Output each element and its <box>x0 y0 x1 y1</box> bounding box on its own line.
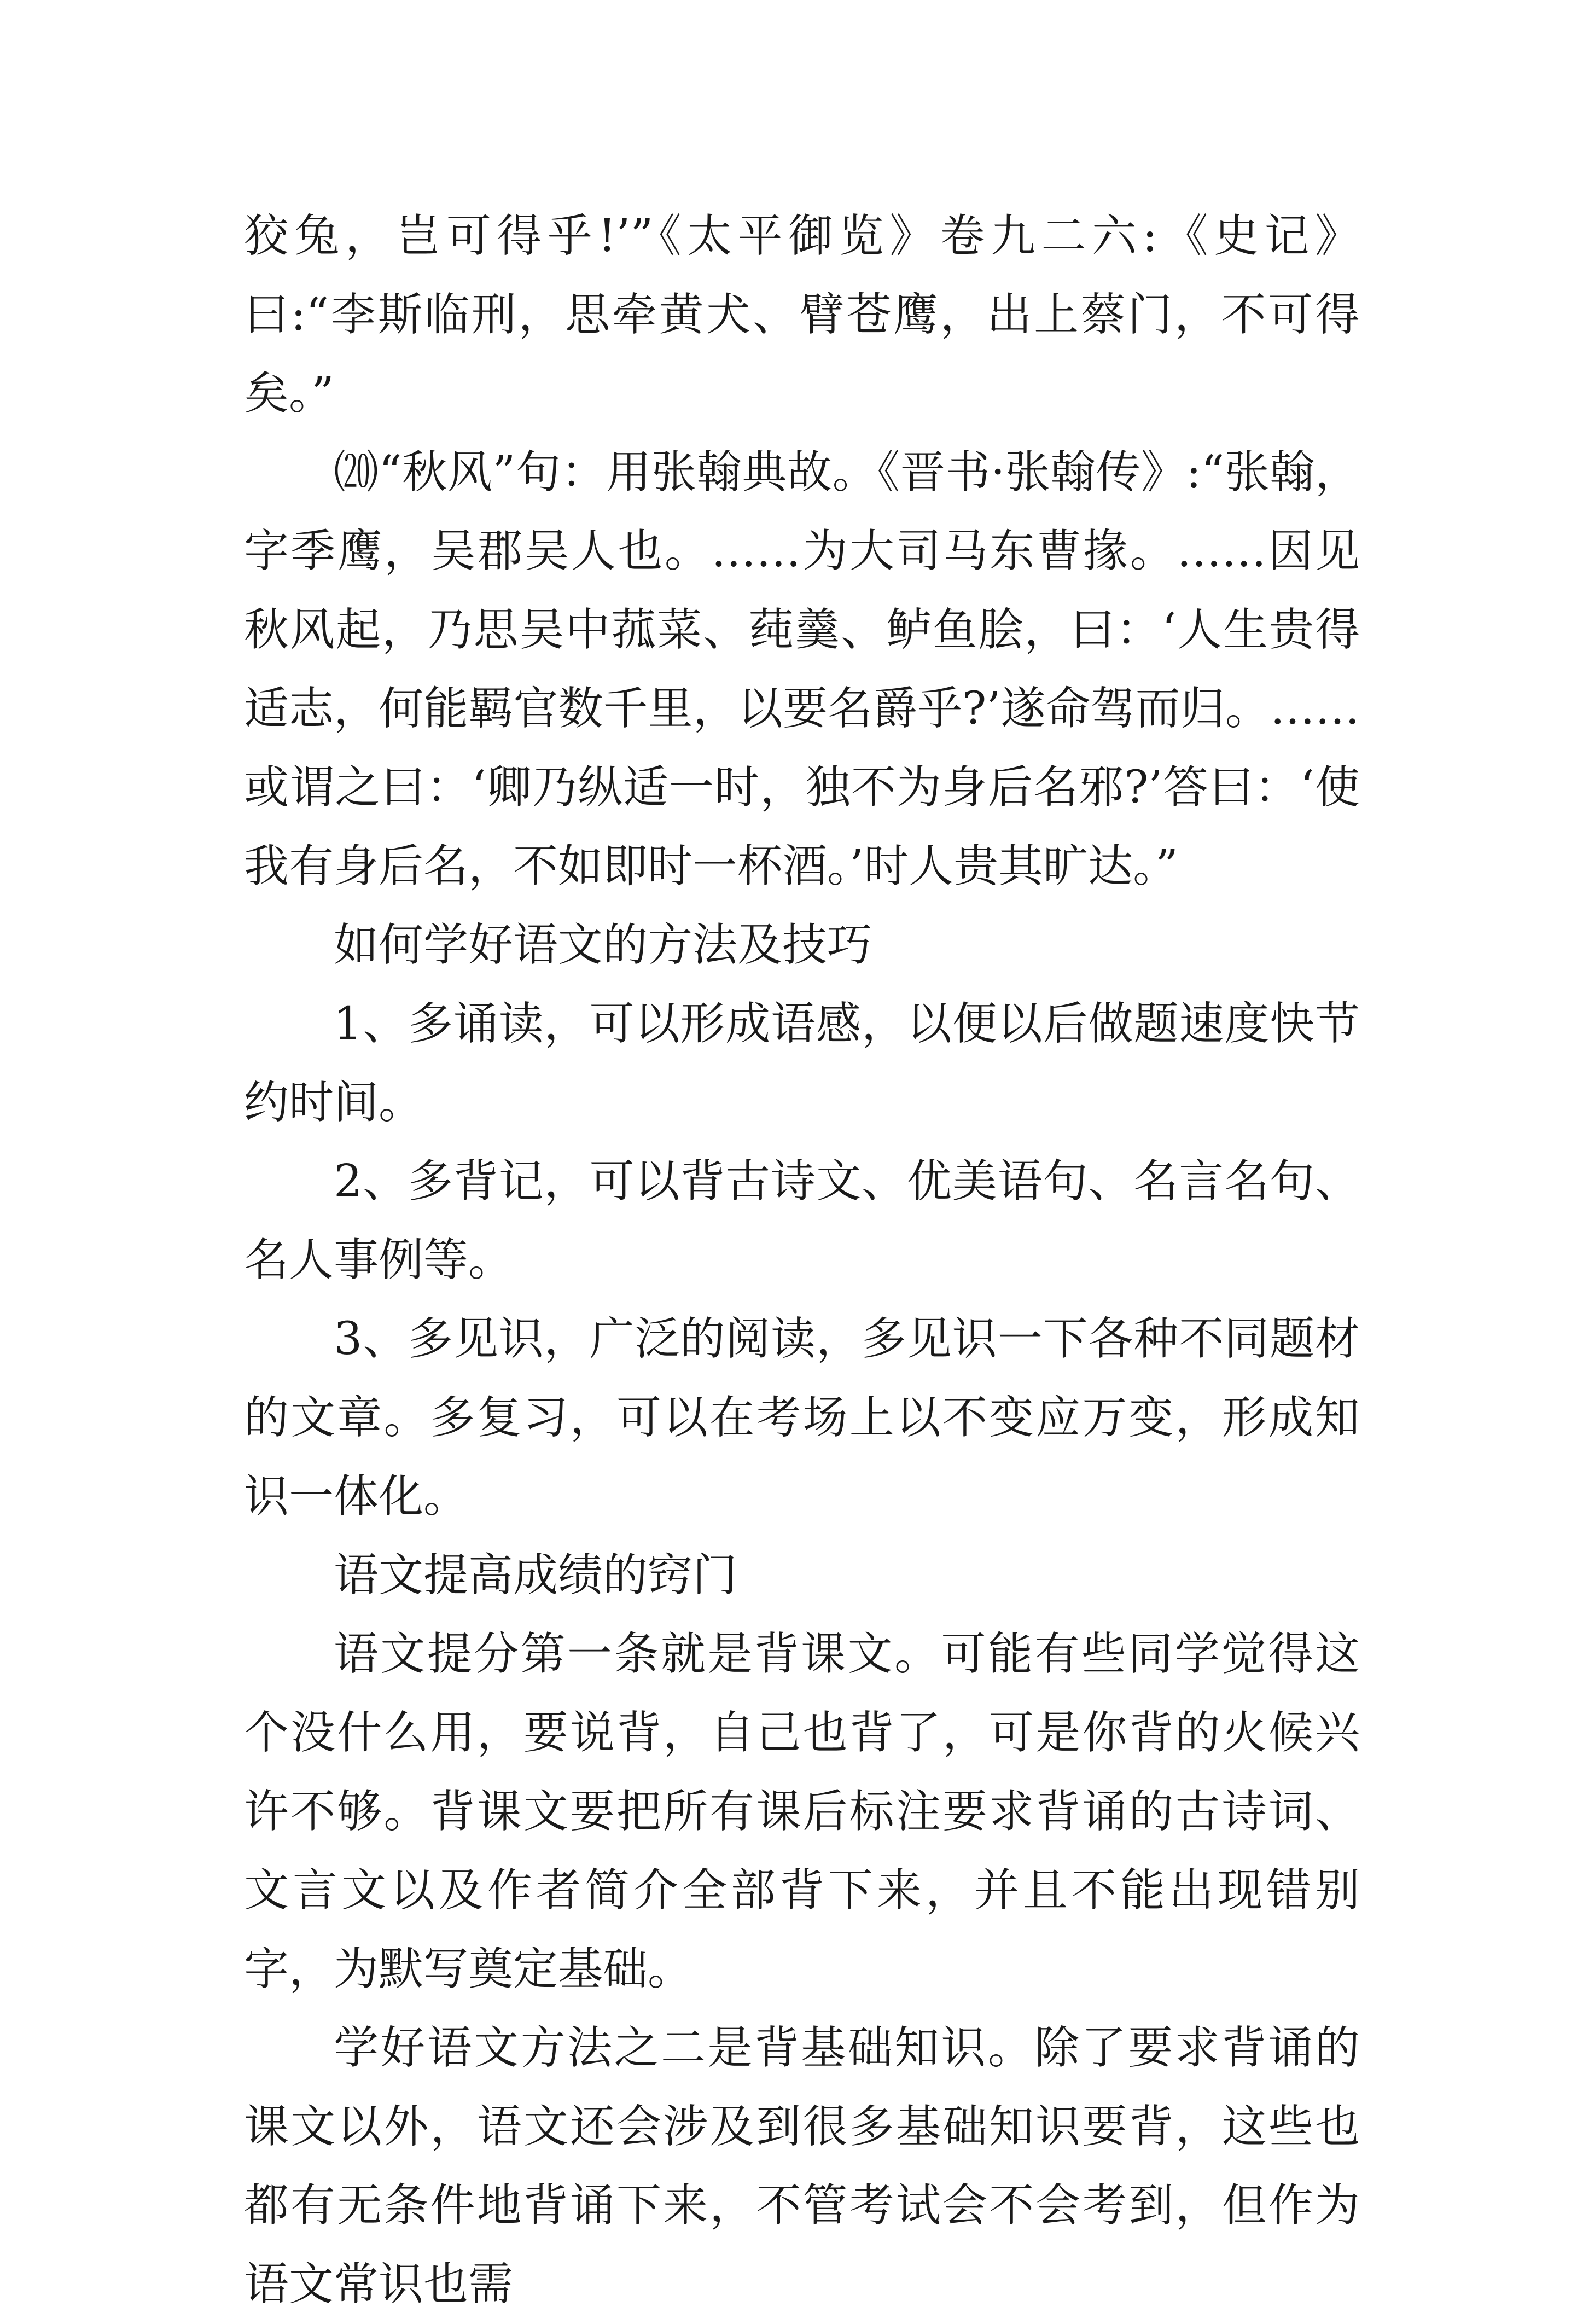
paragraph-6: 语文提分第一条就是背课文。可能有些同学觉得这个没什么用，要说背，自己也背了，可是你背的火候兴许不够。背课文要把所有课后标注要求背诵的古诗词、文言文以及作者简介全部背下来，并且不能出现错别字，为默写奠定基础。 <box>244 1628 1360 1995</box>
paragraph-2: ⒇“秋风”句：用张翰典故。《晋书·张翰传》:“张翰，字季鹰，吴郡吴人也。……为大司马东曹掾。……因见秋风起，乃思吴中菰菜、莼羹、鲈鱼脍，曰：‘人生贵得适志，何能羁官数千里，以要名爵乎?’遂命驾而归。……或谓之曰：‘卿乃纵适一时，独不为身后名邪?’答曰：‘使我有身后名，不如即时一杯酒。’时人贵其旷达。” <box>244 446 1360 892</box>
paragraph-7: 学好语文方法之二是背基础知识。除了要求背诵的课文以外，语文还会涉及到很多基础知识要背，这些也都有无条件地背诵下来，不管考试会不会考到，但作为语文常识也需 <box>244 2022 1360 2310</box>
section-heading-1: 如何学好语文的方法及技巧 <box>334 919 872 971</box>
section-heading-2: 语文提高成绩的窍门 <box>334 1549 738 1601</box>
paragraph-1: 狡兔，岂可得乎!’”《太平御览》卷九二六:《史记》曰:“李斯临刑，思牵黄犬、臂苍鹰，出上蔡门，不可得矣。” <box>244 210 1360 420</box>
paragraph-3: 1、多诵读，可以形成语感，以便以后做题速度快节约时间。 <box>244 998 1360 1129</box>
paragraph-5: 3、多见识，广泛的阅读，多见识一下各种不同题材的文章。多复习，可以在考场上以不变应万变，形成知识一体化。 <box>244 1313 1360 1523</box>
paragraph-4: 2、多背记，可以背古诗文、优美语句、名言名句、名人事例等。 <box>244 1155 1360 1286</box>
document-body <box>244 197 1360 2324</box>
